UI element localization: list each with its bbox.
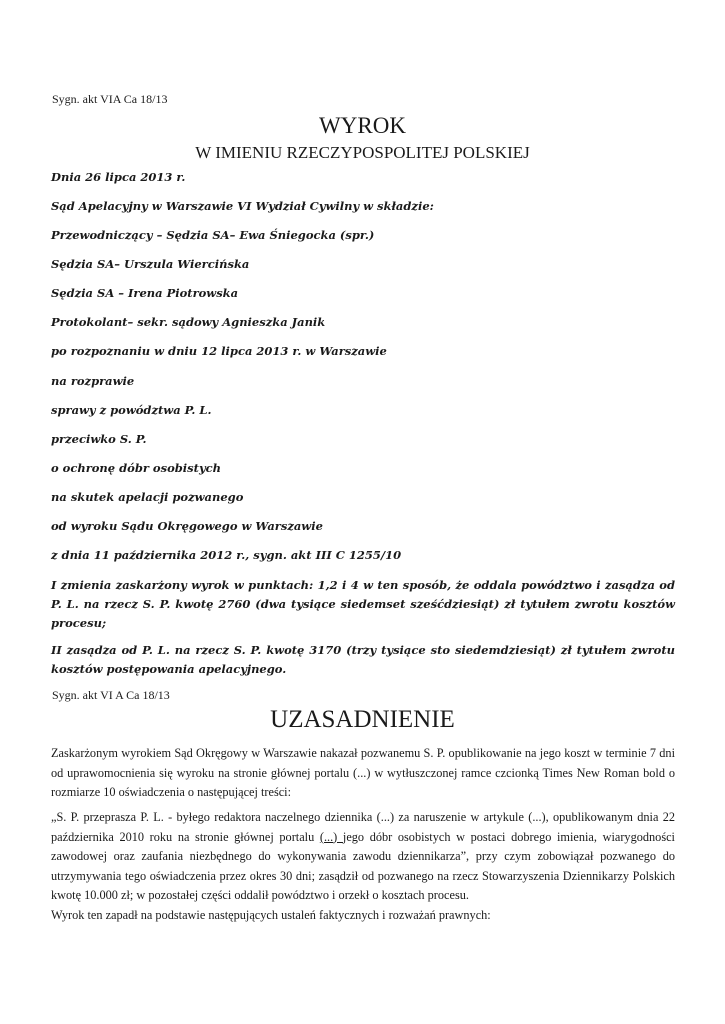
presiding-judge: Przewodniczący – Sędzia SA– Ewa Śniegocka (spr.): [51, 228, 375, 242]
justification-case-signature: Sygn. akt VI A Ca 18/13: [52, 688, 170, 702]
lower-court-date: z dnia 11 października 2012 r., sygn. akt III C 1255/10: [51, 548, 402, 562]
court-composition: Sąd Apelacyjny w Warszawie VI Wydział Cywilny w składzie:: [51, 199, 434, 213]
court-clerk: Protokolant– sekr. sądowy Agnieszka Janik: [51, 315, 326, 329]
justification-paragraph-3: Wyrok ten zapadł na podstawie następujących ustaleń faktycznych i rozważań prawnych:: [51, 908, 491, 922]
judgment-title: WYROK: [319, 113, 406, 138]
justification-paragraph-2: [51, 808, 675, 906]
case-signature: Sygn. akt VIA Ca 18/13: [52, 92, 168, 106]
defendant: przeciwko S. P.: [51, 432, 147, 446]
ruling-point-2: II zasądza od P. L. na rzecz S. P. kwotę 3170 (trzy tysiące sto siedemdziesiąt) zł tytułem zwrotu kosztów postępowania apelacyjnego.: [51, 643, 675, 676]
claimant: sprawy z powództwa P. L.: [51, 403, 212, 417]
quote-part-2: jego dóbr osobistych w postaci dobrego imienia, wiarygodności zawodowej oraz zaufania niezbędnego do wykonywania zawodu dziennikarza”, przy czym zobowiązał pozwanego do utrzymywania tego oświadczenia przez okres 30 dni; zasądził od pozwanego na rzecz Stowarzyszenia Dziennikarzy Polskich kwotę 10.000 zł; w pozostałej części oddalił powództwo i orzekł o kosztach procesu.: [51, 829, 675, 902]
judgment-subtitle: W IMIENIU RZECZYPOSPOLITEJ POLSKIEJ: [195, 143, 530, 162]
ruling-point-1: I zmienia zaskarżony wyrok w punktach: 1,2 i 4 w ten sposób, że oddala powództwo i zasądza od P. L. na rzecz S. P. kwotę 2760 (dwa tysiące siedemset sześćdziesiąt) zł tytułem zwrotu kosztów procesu;: [51, 578, 675, 630]
case-subject: o ochronę dóbr osobistych: [51, 461, 221, 475]
appeal-basis: na skutek apelacji pozwanego: [51, 490, 244, 504]
portal-link[interactable]: (...): [319, 829, 343, 844]
lower-court: od wyroku Sądu Okręgowego w Warszawie: [51, 519, 323, 533]
judge-1: Sędzia SA– Urszula Wiercińska: [51, 257, 250, 271]
judge-2: Sędzia SA – Irena Piotrowska: [51, 286, 239, 300]
session-type: na rozprawie: [51, 374, 135, 388]
justification-paragraph-1: Zaskarżonym wyrokiem Sąd Okręgowy w Warszawie nakazał pozwanemu S. P. opublikowanie na jego koszt w terminie 7 dni od uprawomocnienia się wyroku na stronie głównej portalu (...) w wytłuszczonej ramce czcionką Times New Roman bold o rozmiarze 10 oświadczenia o następującej treści:: [51, 746, 675, 799]
hearing-date: po rozpoznaniu w dniu 12 lipca 2013 r. w Warszawie: [51, 344, 387, 358]
justification-title: UZASADNIENIE: [270, 706, 455, 733]
quote-part-1: „S. P. przeprasza P. L. - byłego redaktora naczelnego dziennika (...) za naruszenie w artykule (...), opublikowanym dnia 22 października 2010 roku na stronie głównej portalu: [51, 810, 675, 844]
judgment-date: Dnia 26 lipca 2013 r.: [51, 170, 186, 184]
